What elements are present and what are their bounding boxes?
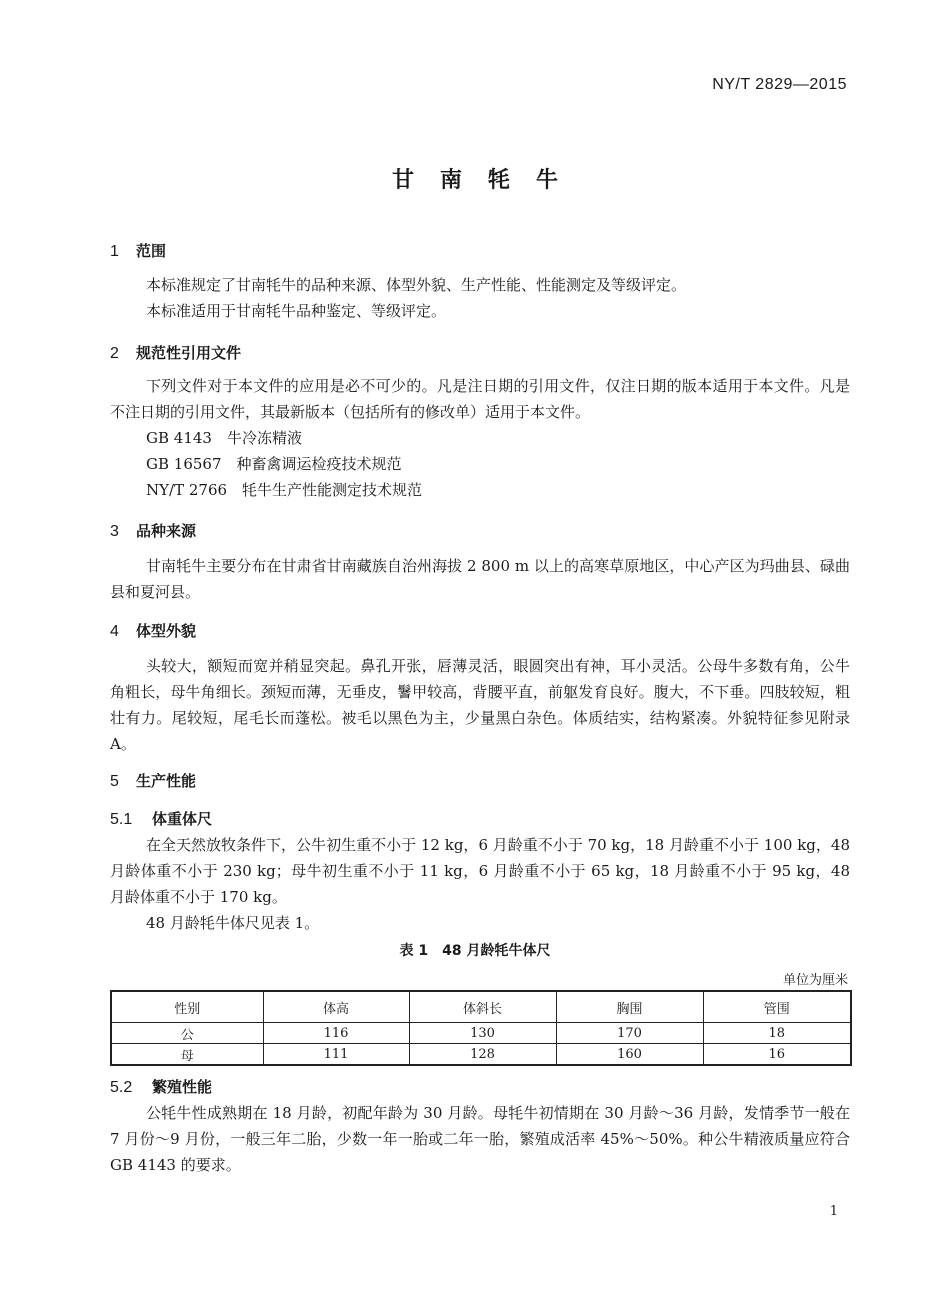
weight-size-paragraph: 在全天然放牧条件下，公牛初生重不小于 12 kg，6 月龄重不小于 70 kg，18 月龄重不小于 100 kg，48 月龄体重不小于 230 kg；母牛初生重不小于 11 kg，6 月龄重不小于 65 kg，18 月龄重不小于 95 kg，48 月龄体重不小于 170 kg。 bbox=[110, 836, 850, 906]
table-unit: 单位为厘米 bbox=[782, 973, 848, 988]
section-number: 5.2 bbox=[110, 1079, 133, 1096]
subsection-heading-reproduction bbox=[110, 1076, 212, 1097]
table-reference-text: 48 月龄牦牛体尺见表 1。 bbox=[146, 914, 320, 932]
section-number: 5.1 bbox=[110, 811, 133, 828]
section-title: 生产性能 bbox=[136, 772, 197, 790]
scope-paragraph-2: 本标准适用于甘南牦牛品种鉴定、等级评定。 bbox=[146, 302, 447, 320]
reference-code: GB 16567 bbox=[146, 455, 222, 473]
table-cell: 母 bbox=[111, 1044, 263, 1066]
reference-code: GB 4143 bbox=[146, 429, 212, 447]
table-header-cell: 体斜长 bbox=[409, 991, 556, 1023]
table-header-cell: 体高 bbox=[263, 991, 409, 1023]
section-title: 繁殖性能 bbox=[152, 1078, 213, 1096]
section-heading-production bbox=[110, 770, 196, 791]
table-header-cell: 性别 bbox=[111, 991, 263, 1023]
section-title: 范围 bbox=[136, 242, 167, 260]
section-heading-references bbox=[110, 342, 241, 363]
section-number: 2 bbox=[110, 345, 119, 362]
table-cell: 128 bbox=[409, 1044, 556, 1066]
table-header-row bbox=[111, 991, 851, 1023]
reference-code: NY/T 2766 bbox=[146, 481, 228, 499]
document-title: 甘南牦牛 bbox=[391, 168, 584, 193]
reference-item bbox=[146, 477, 422, 503]
section-title: 体重体尺 bbox=[152, 810, 213, 828]
section-number: 4 bbox=[110, 623, 119, 640]
section-title: 规范性引用文件 bbox=[136, 344, 242, 362]
table-cell: 130 bbox=[409, 1023, 556, 1044]
table-cell: 170 bbox=[556, 1023, 703, 1044]
scope-paragraph-1: 本标准规定了甘南牦牛的品种来源、体型外貌、生产性能、性能测定及等级评定。 bbox=[146, 276, 687, 294]
table-cell: 116 bbox=[263, 1023, 409, 1044]
reference-item bbox=[146, 451, 402, 477]
section-heading-scope bbox=[110, 240, 166, 261]
reference-name: 种畜禽调运检疫技术规范 bbox=[236, 455, 402, 473]
references-paragraph: 下列文件对于本文件的应用是必不可少的。凡是注日期的引用文件，仅注日期的版本适用于本文件。凡是不注日期的引用文件，其最新版本（包括所有的修改单）适用于本文件。 bbox=[110, 377, 850, 421]
section-heading-origin bbox=[110, 520, 196, 541]
table-cell: 18 bbox=[703, 1023, 851, 1044]
section-number: 5 bbox=[110, 773, 119, 790]
section-number: 1 bbox=[110, 243, 119, 260]
page-number: 1 bbox=[829, 1204, 838, 1219]
standard-number: NY/T 2829—2015 bbox=[712, 76, 847, 93]
table-cell: 160 bbox=[556, 1044, 703, 1066]
section-number: 3 bbox=[110, 523, 119, 540]
table-cell: 公 bbox=[111, 1023, 263, 1044]
table-header-cell: 管围 bbox=[703, 991, 851, 1023]
table-caption: 表 1 48 月龄牦牛体尺 bbox=[399, 943, 551, 959]
table-row bbox=[111, 1044, 851, 1066]
subsection-heading-weight-size bbox=[110, 808, 212, 829]
reproduction-paragraph: 公牦牛性成熟期在 18 月龄，初配年龄为 30 月龄。母牦牛初情期在 30 月龄～36 月龄，发情季节一般在 7 月份～9 月份，一般三年二胎，少数一年一胎或二年一胎，繁殖成活率 45%～50%。种公牛精液质量应符合 GB 4143 的要求。 bbox=[110, 1104, 850, 1174]
reference-name: 牛冷冻精液 bbox=[226, 429, 302, 447]
origin-paragraph: 甘南牦牛主要分布在甘肃省甘南藏族自治州海拔 2 800 m 以上的高寒草原地区，中心产区为玛曲县、碌曲县和夏河县。 bbox=[110, 557, 850, 601]
section-title: 品种来源 bbox=[136, 522, 197, 540]
appearance-paragraph: 头较大，额短而宽并稍显突起。鼻孔开张，唇薄灵活，眼圆突出有神，耳小灵活。公母牛多数有角，公牛角粗长，母牛角细长。颈短而薄，无垂皮，鬐甲较高，背腰平直，前躯发育良好。腹大，不下垂。四肢较短，粗壮有力。尾较短，尾毛长而蓬松。被毛以黑色为主，少量黑白杂色。体质结实，结构紧凑。外貌特征参见附录 A。 bbox=[110, 657, 850, 753]
reference-item bbox=[146, 425, 302, 451]
body-size-table bbox=[110, 990, 852, 1066]
table-row bbox=[111, 1023, 851, 1044]
section-heading-appearance bbox=[110, 620, 196, 641]
table-cell: 16 bbox=[703, 1044, 851, 1066]
table-cell: 111 bbox=[263, 1044, 409, 1066]
section-title: 体型外貌 bbox=[136, 622, 197, 640]
table-header-cell: 胸围 bbox=[556, 991, 703, 1023]
reference-name: 牦牛生产性能测定技术规范 bbox=[242, 481, 423, 499]
